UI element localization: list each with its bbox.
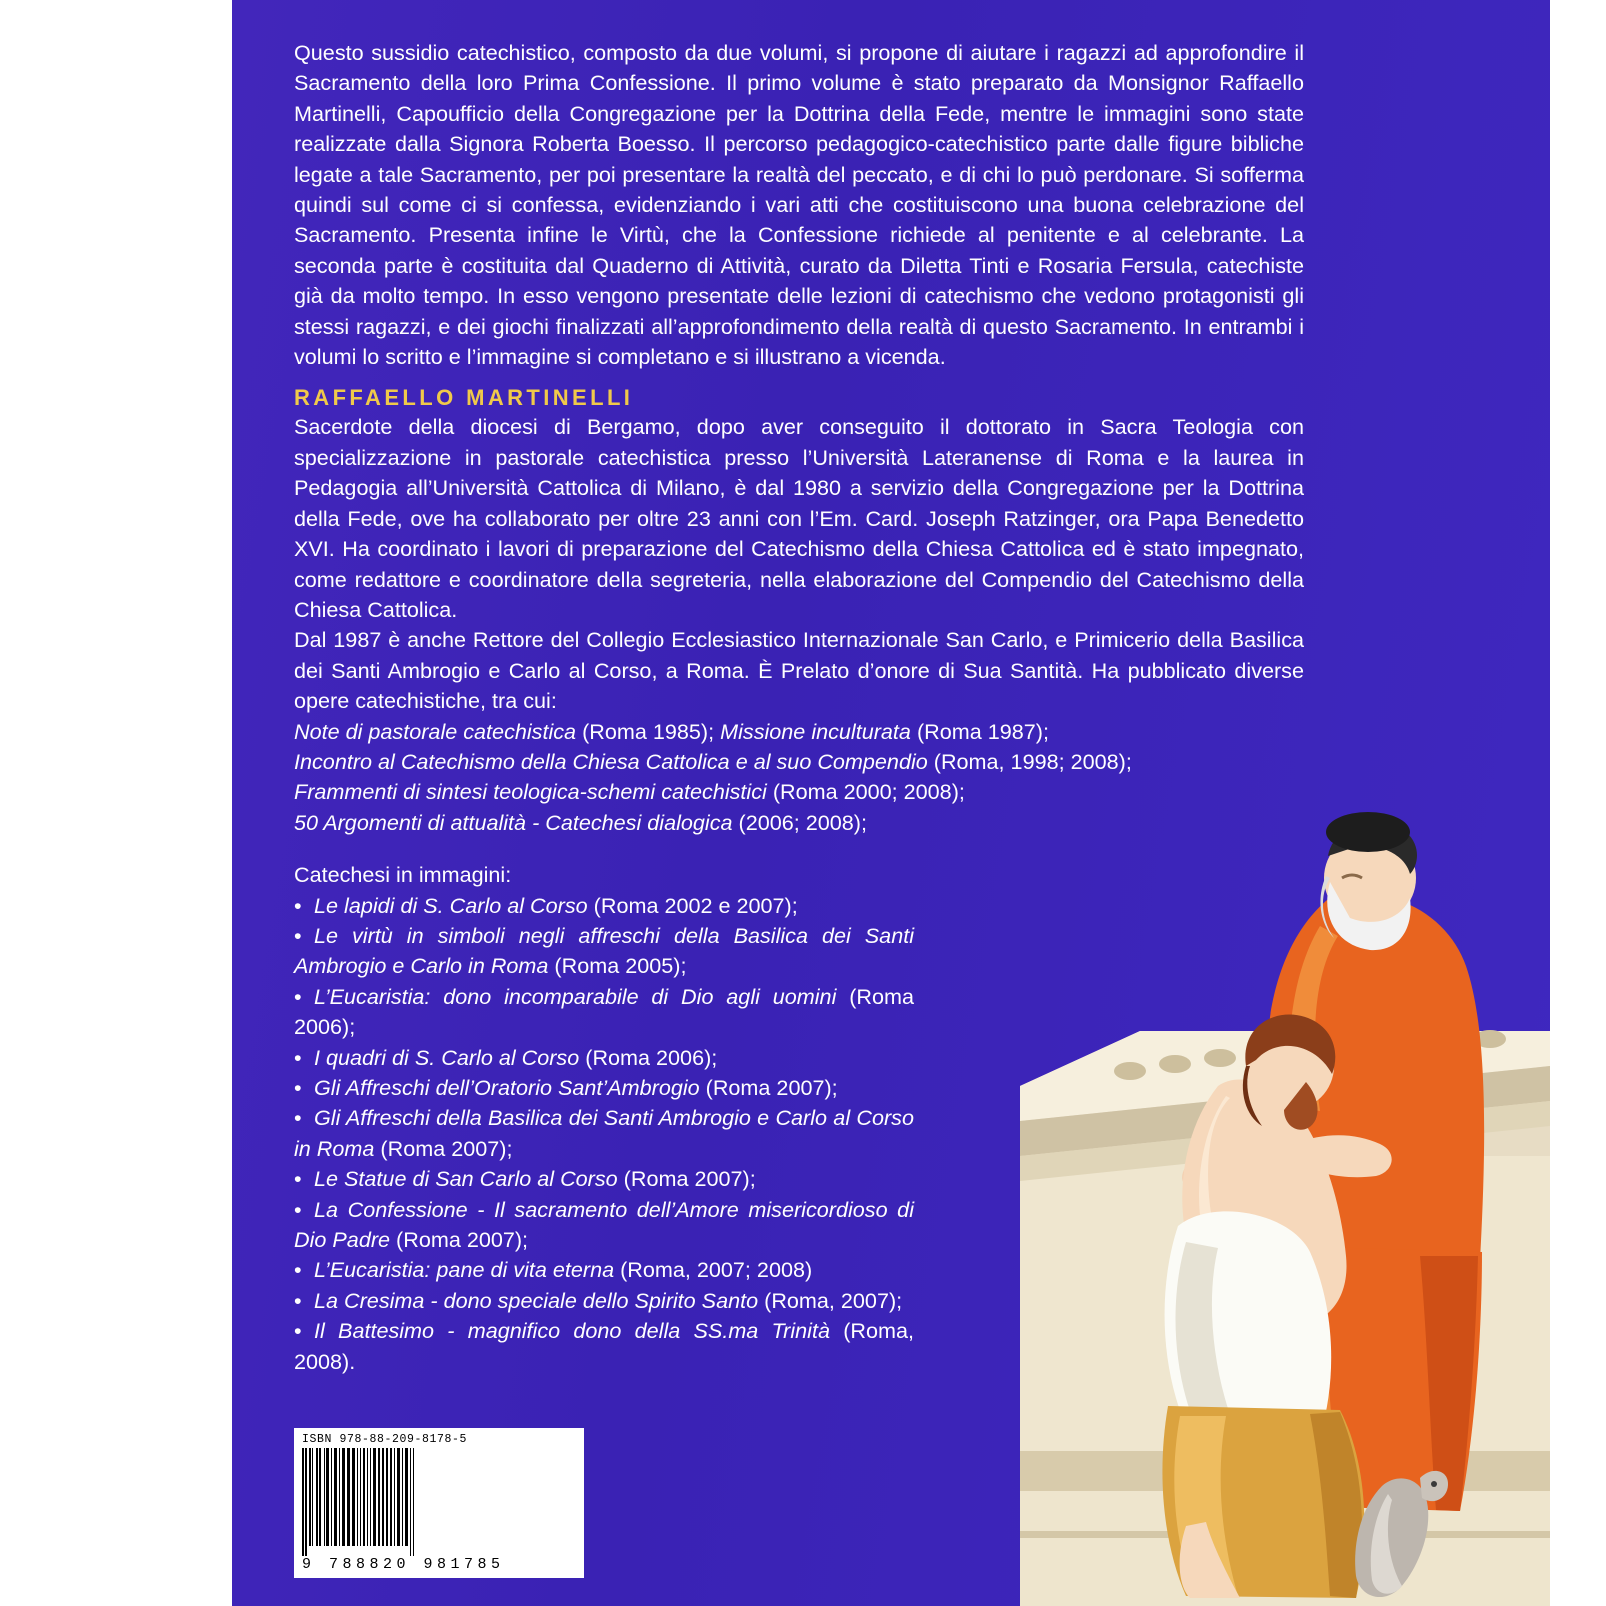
work-ref: (Roma 2007);: [374, 1135, 513, 1161]
list-item: [294, 1073, 914, 1103]
list-item: [294, 921, 914, 982]
list-item: [294, 982, 914, 1043]
bullet-icon: •: [294, 1105, 302, 1131]
list-item: [294, 1195, 914, 1256]
list-item: [294, 1103, 914, 1164]
work-ref: (Roma 2007);: [699, 1075, 838, 1100]
bullet-icon: •: [294, 1257, 302, 1283]
section-spacer: [294, 838, 1304, 860]
work-title: Il Battesimo - magnifico dono della SS.ma Trinità: [314, 1318, 830, 1344]
work-ref: (Roma 2000; 2008);: [766, 779, 965, 805]
work-title-secondary: Missione inculturata: [720, 718, 911, 744]
work-title: La Confessione - Il sacramento dell’Amore misericordioso di Dio Padre: [294, 1196, 914, 1253]
blurb-paragraph: Questo sussidio catechistico, composto da due volumi, si propone di aiutare i ragazzi ad approfondire il Sacramento della loro Prima Confessione. Il primo volume è stato preparato da Monsignor Raffaello Martinelli, Capoufficio della Congregazione per la Dottrina della Fede, mentre le immagini sono state realizzate dalla Signora Roberta Boesso. Il percorso pedagogico-catechistico parte dalle figure bibliche legate a tale Sacramento, per poi presentare la realtà del peccato, e di chi lo può perdonare. Si sofferma quindi sul come ci si confessa, evidenziando i vari atti che costituiscono una buona celebrazione del Sacramento. Presenta infine le Virtù, che la Confessione richiede al penitente e al celebrante. La seconda parte è costituita dal Quaderno di Attività, curato da Diletta Tinti e Rosaria Fersula, catechiste già da molto tempo. In esso vengono presentate delle lezioni di catechismo che vedono protagonisti gli stessi ragazzi, e dei giochi finalizzati all’approfondimento della realtà di questo Sacramento. In entrambi i volumi lo scritto e l’immagine si completano e si illustrano a vicenda.: [294, 40, 1304, 370]
work-title: Le virtù in simboli negli affreschi della Basilica dei Santi Ambrogio e Carlo in Roma: [294, 922, 914, 979]
bullet-icon: •: [294, 1287, 302, 1313]
list-item: [294, 891, 914, 921]
work-ref: (Roma 2007);: [390, 1227, 529, 1253]
isbn-label: ISBN 978-88-209-8178-5: [302, 1433, 468, 1446]
work-ref: (Roma 2006);: [579, 1044, 718, 1070]
images-section-heading: Catechesi in immagini:: [294, 862, 512, 888]
work-ref: (Roma, 2007; 2008): [614, 1257, 813, 1283]
author-bio-part1: Sacerdote della diocesi di Bergamo, dopo aver conseguito il dottorato in Sacra Teologia con specializzazione in pastorale catechistica presso l’Università Lateranense di Roma e la laurea in Pedagogia all’Università Cattolica di Milano, è dal 1980 a servizio della Congregazione per la Dottrina della Fede, ove ha collaborato per oltre 23 anni con l’Em. Card. Joseph Ratzinger, ora Papa Benedetto XVI. Ha coordinato i lavori di preparazione del Catechismo della Chiesa Cattolica ed è stato impegnato, come redattore e coordinatore della segreteria, nella elaborazione del Compendio del Catechismo della Chiesa Cattolica.: [294, 414, 1304, 622]
work-title: L’Eucaristia: pane di vita eterna: [314, 1257, 615, 1283]
work-title: Le lapidi di S. Carlo al Corso: [314, 892, 588, 918]
author-name: RAFFAELLO MARTINELLI: [294, 385, 634, 411]
work-entry-3: [294, 777, 1134, 807]
list-item: [294, 1316, 914, 1377]
work-title: L’Eucaristia: dono incomparabile di Dio agli uomini: [314, 983, 837, 1009]
work-title: Note di pastorale catechistica: [294, 718, 577, 744]
work-ref: (Roma, 2007);: [758, 1287, 903, 1313]
image-works-list: [294, 891, 914, 1378]
bullet-icon: •: [294, 1166, 302, 1192]
work-title: Gli Affreschi dell’Oratorio Sant’Ambrogio: [314, 1075, 700, 1100]
work-title: Le Statue di San Carlo al Corso: [314, 1166, 618, 1192]
work-ref: (Roma 2007);: [617, 1166, 756, 1192]
work-ref-secondary: (Roma 1987);: [910, 718, 1049, 744]
list-item: [294, 1164, 914, 1194]
work-entry-4: [294, 808, 1134, 838]
list-item: [294, 1255, 914, 1285]
work-title: Frammenti di sintesi teologica-schemi catechistici: [294, 779, 767, 805]
work-title: Incontro al Catechismo della Chiesa Cattolica e al suo Compendio: [294, 748, 928, 774]
author-bio-part2: Dal 1987 è anche Rettore del Collegio Ecclesiastico Internazionale San Carlo, e Primicerio della Basilica dei Santi Ambrogio e Carlo al Corso, a Roma. È Prelato d’onore di Sua Santità. Ha pubblicato diverse opere catechistiche, tra cui:: [294, 627, 1304, 714]
bullet-icon: •: [294, 983, 302, 1009]
bullet-icon: •: [294, 1318, 302, 1344]
work-ref: (Roma 2006);: [294, 983, 915, 1040]
work-title: 50 Argomenti di attualità - Catechesi dialogica: [294, 809, 733, 835]
barcode-bars: [302, 1448, 576, 1546]
bullet-icon: •: [294, 892, 302, 918]
work-ref: (Roma, 2008).: [294, 1318, 914, 1374]
work-title: I quadri di S. Carlo al Corso: [314, 1044, 580, 1070]
work-entry-2: [294, 747, 1134, 777]
bullet-icon: •: [294, 922, 302, 948]
dog-figure: [1355, 1471, 1448, 1597]
list-item: [294, 1043, 914, 1073]
list-item: [294, 1286, 914, 1316]
work-title: La Cresima - dono speciale dello Spirito Santo: [314, 1287, 759, 1313]
bullet-icon: •: [294, 1044, 302, 1070]
bullet-icon: •: [294, 1196, 302, 1222]
work-ref: (Roma, 1998; 2008);: [927, 748, 1132, 774]
bullet-icon: •: [294, 1075, 302, 1100]
work-ref: (Roma 2005);: [548, 953, 687, 979]
work-ref: (Roma 2002 e 2007);: [587, 892, 798, 918]
barcode-digits: 9 788820 981785: [302, 1556, 505, 1573]
work-ref: (2006; 2008);: [732, 809, 867, 835]
book-back-cover: [232, 0, 1550, 1606]
work-title: Gli Affreschi della Basilica dei Santi Ambrogio e Carlo al Corso in Roma: [294, 1105, 914, 1161]
work-entry-1: [294, 717, 1134, 747]
work-ref: (Roma 1985);: [576, 718, 721, 744]
cover-text-column: [294, 38, 1304, 1377]
isbn-barcode: [294, 1428, 584, 1578]
